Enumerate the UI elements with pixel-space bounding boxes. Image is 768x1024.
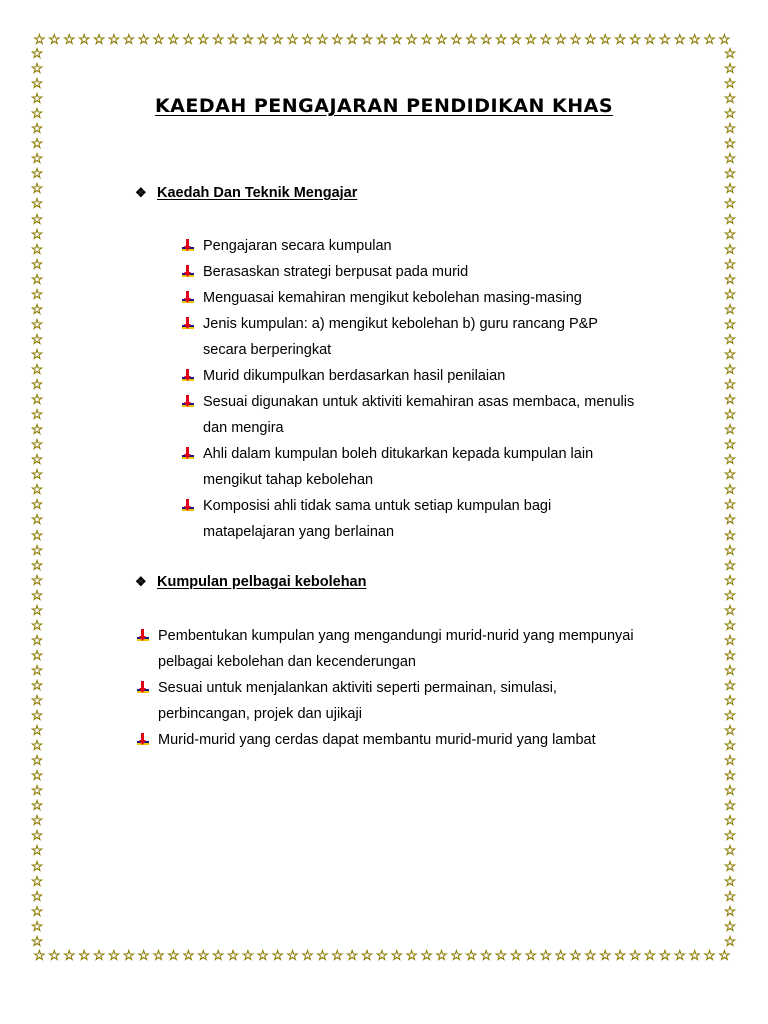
- star-icon: ☆: [723, 917, 737, 934]
- star-icon: ☆: [330, 947, 344, 963]
- star-icon: ☆: [33, 947, 46, 963]
- star-icon: ☆: [30, 722, 44, 739]
- star-icon: ☆: [723, 421, 737, 438]
- star-icon: ☆: [420, 31, 433, 47]
- star-icon: ☆: [30, 345, 44, 362]
- star-icon: ☆: [723, 571, 737, 588]
- star-icon: ☆: [30, 120, 44, 137]
- star-icon: ☆: [494, 31, 508, 47]
- star-icon: ☆: [628, 31, 642, 47]
- star-icon: ☆: [390, 31, 404, 47]
- star-icon: ☆: [30, 195, 44, 212]
- star-icon: ☆: [301, 31, 314, 47]
- star-icon: ☆: [524, 31, 538, 47]
- star-icon: ☆: [723, 887, 737, 904]
- star-icon: ☆: [345, 31, 359, 47]
- star-icon: ☆: [30, 857, 44, 874]
- list-item: [136, 623, 634, 675]
- star-icon: ☆: [286, 31, 299, 47]
- arrow-down-icon: [136, 675, 158, 727]
- star-icon: ☆: [316, 947, 329, 963]
- list-item-line: perbincangan, projek dan ujikaji: [158, 706, 362, 722]
- list-item-line: Murid-murid yang cerdas dapat membantu murid-murid yang lambat: [158, 732, 596, 748]
- arrow-down-icon: [181, 259, 203, 285]
- star-icon: ☆: [30, 661, 44, 678]
- star-icon: ☆: [122, 947, 136, 963]
- arrow-down-icon: [181, 389, 203, 441]
- star-icon: ☆: [723, 511, 737, 528]
- star-icon: ☆: [167, 947, 180, 963]
- star-icon: ☆: [182, 947, 195, 963]
- list-item: [181, 285, 582, 311]
- star-icon: ☆: [643, 31, 657, 47]
- list-item: [136, 727, 596, 753]
- star-icon: ☆: [30, 285, 44, 302]
- star-icon: ☆: [30, 210, 44, 227]
- star-icon: ☆: [286, 947, 299, 963]
- star-icon: ☆: [30, 797, 44, 814]
- star-icon: ☆: [62, 31, 76, 47]
- list-item-line: Sesuai untuk menjalankan aktiviti seperti permainan, simulasi,: [158, 680, 557, 696]
- star-icon: ☆: [723, 330, 737, 347]
- star-icon: ☆: [723, 150, 737, 167]
- star-icon: ☆: [30, 601, 44, 618]
- list-item-line: Berasaskan strategi berpusat pada murid: [203, 264, 469, 280]
- star-icon: ☆: [211, 947, 225, 963]
- star-icon: ☆: [723, 932, 737, 949]
- arrow-down-icon: [181, 311, 203, 363]
- star-icon: ☆: [688, 947, 701, 963]
- star-icon: ☆: [464, 31, 478, 47]
- star-icon: ☆: [723, 827, 737, 844]
- star-icon: ☆: [167, 31, 180, 47]
- star-icon: ☆: [723, 616, 737, 633]
- star-icon: ☆: [599, 31, 612, 47]
- star-icon: ☆: [30, 436, 44, 453]
- star-icon: ☆: [360, 947, 374, 963]
- star-icon: ☆: [30, 526, 44, 543]
- star-icon: ☆: [723, 752, 737, 769]
- star-icon: ☆: [703, 947, 716, 963]
- star-icon: ☆: [673, 947, 687, 963]
- star-icon: ☆: [554, 947, 567, 963]
- star-icon: ☆: [723, 842, 737, 859]
- star-icon: ☆: [405, 31, 418, 47]
- star-icon: ☆: [30, 827, 44, 844]
- star-icon: ☆: [30, 541, 44, 558]
- star-icon: ☆: [723, 75, 737, 92]
- star-icon: ☆: [30, 165, 44, 182]
- star-icon: ☆: [30, 240, 44, 257]
- star-icon: ☆: [92, 31, 106, 47]
- star-icon: ☆: [30, 180, 44, 197]
- star-icon: ☆: [375, 31, 389, 47]
- star-icon: ☆: [584, 31, 597, 47]
- list-item-line: Pembentukan kumpulan yang mengandungi murid-nurid yang mempunyai: [158, 628, 634, 644]
- star-icon: ☆: [256, 31, 270, 47]
- star-icon: ☆: [30, 737, 44, 754]
- list-item: [181, 363, 505, 389]
- arrow-down-icon: [181, 285, 203, 311]
- star-icon: ☆: [30, 782, 44, 799]
- star-icon: ☆: [30, 360, 44, 377]
- star-icon: ☆: [30, 451, 44, 468]
- star-icon: ☆: [723, 872, 737, 889]
- star-icon: ☆: [30, 466, 44, 483]
- star-icon: ☆: [30, 692, 44, 709]
- star-icon: ☆: [122, 31, 136, 47]
- star-icon: ☆: [703, 31, 716, 47]
- star-icon: ☆: [137, 31, 150, 47]
- star-icon: ☆: [30, 105, 44, 122]
- list-item-line: Komposisi ahli tidak sama untuk setiap kumpulan bagi: [203, 498, 552, 514]
- star-icon: ☆: [658, 31, 672, 47]
- star-icon: ☆: [723, 165, 737, 182]
- arrow-down-icon: [181, 233, 203, 259]
- arrow-down-icon: [181, 493, 203, 545]
- star-icon: ☆: [723, 707, 737, 724]
- star-icon: ☆: [62, 947, 76, 963]
- star-icon: ☆: [30, 571, 44, 588]
- star-icon: ☆: [509, 947, 523, 963]
- star-icon: ☆: [271, 947, 284, 963]
- list-item-line: dan mengira: [203, 420, 284, 436]
- star-icon: ☆: [30, 45, 44, 61]
- star-icon: ☆: [30, 496, 44, 513]
- star-icon: ☆: [613, 947, 627, 963]
- star-icon: ☆: [723, 737, 737, 754]
- star-icon: ☆: [30, 631, 44, 648]
- star-icon: ☆: [723, 225, 737, 242]
- star-icon: ☆: [723, 797, 737, 814]
- star-icon: ☆: [30, 391, 44, 408]
- star-icon: ☆: [196, 947, 210, 963]
- arrow-down-icon: [136, 727, 158, 753]
- star-icon: ☆: [182, 31, 195, 47]
- list-item-line: mengikut tahap kebolehan: [203, 472, 374, 488]
- star-icon: ☆: [494, 947, 508, 963]
- star-icon: ☆: [718, 947, 731, 963]
- star-icon: ☆: [723, 180, 737, 197]
- star-icon: ☆: [33, 31, 46, 47]
- star-icon: ☆: [723, 105, 737, 122]
- star-icon: ☆: [628, 947, 642, 963]
- star-icon: ☆: [211, 31, 225, 47]
- star-icon: ☆: [569, 947, 582, 963]
- star-icon: ☆: [390, 947, 404, 963]
- star-icon: ☆: [375, 947, 389, 963]
- star-icon: ☆: [30, 932, 44, 949]
- list-item-line: Jenis kumpulan: a) mengikut kebolehan b) guru rancang P&P: [203, 316, 598, 332]
- arrow-down-icon: [136, 623, 158, 675]
- star-icon: ☆: [30, 556, 44, 573]
- star-icon: ☆: [723, 135, 737, 152]
- star-icon: ☆: [30, 812, 44, 829]
- star-icon: ☆: [723, 541, 737, 558]
- star-icon: ☆: [723, 406, 737, 423]
- star-icon: ☆: [30, 75, 44, 92]
- star-icon: ☆: [723, 496, 737, 513]
- star-icon: ☆: [723, 270, 737, 287]
- star-icon: ☆: [30, 586, 44, 603]
- list-item-line: Murid dikumpulkan berdasarkan hasil penilaian: [203, 368, 506, 384]
- star-icon: ☆: [30, 481, 44, 498]
- star-icon: ☆: [30, 90, 44, 107]
- star-icon: ☆: [643, 947, 657, 963]
- star-icon: ☆: [723, 120, 737, 137]
- star-icon: ☆: [569, 31, 582, 47]
- star-border-bottom: [32, 948, 732, 962]
- star-icon: ☆: [723, 376, 737, 393]
- list-item-line: Ahli dalam kumpulan boleh ditukarkan kepada kumpulan lain: [203, 446, 594, 462]
- star-icon: ☆: [30, 707, 44, 724]
- arrow-down-icon: [181, 441, 203, 493]
- star-icon: ☆: [723, 857, 737, 874]
- star-icon: ☆: [723, 391, 737, 408]
- star-icon: ☆: [30, 676, 44, 693]
- star-icon: ☆: [723, 601, 737, 618]
- star-icon: ☆: [30, 767, 44, 784]
- star-icon: ☆: [30, 225, 44, 242]
- star-icon: ☆: [464, 947, 478, 963]
- star-icon: ☆: [509, 31, 523, 47]
- star-icon: ☆: [30, 330, 44, 347]
- star-icon: ☆: [599, 947, 612, 963]
- star-icon: ☆: [723, 345, 737, 362]
- star-icon: ☆: [479, 947, 493, 963]
- star-icon: ☆: [30, 887, 44, 904]
- star-icon: ☆: [420, 947, 433, 963]
- list-item: [181, 493, 551, 545]
- star-icon: ☆: [226, 947, 240, 963]
- star-icon: ☆: [152, 947, 165, 963]
- star-icon: ☆: [723, 300, 737, 317]
- list-item-line: Menguasai kemahiran mengikut kebolehan masing-masing: [203, 290, 582, 306]
- list-item: [181, 259, 468, 285]
- star-icon: ☆: [196, 31, 210, 47]
- star-icon: ☆: [723, 722, 737, 739]
- star-icon: ☆: [92, 947, 106, 963]
- star-border-right: [723, 46, 737, 949]
- star-icon: ☆: [723, 692, 737, 709]
- arrow-down-icon: [181, 363, 203, 389]
- star-icon: ☆: [107, 947, 121, 963]
- star-icon: ☆: [30, 300, 44, 317]
- star-icon: ☆: [723, 255, 737, 272]
- star-icon: ☆: [450, 31, 463, 47]
- star-icon: ☆: [360, 31, 374, 47]
- star-icon: ☆: [723, 556, 737, 573]
- star-icon: ☆: [30, 872, 44, 889]
- star-icon: ☆: [30, 902, 44, 919]
- list-item-line: Pengajaran secara kumpulan: [203, 238, 392, 254]
- star-icon: ☆: [30, 752, 44, 769]
- list-item: [181, 441, 593, 493]
- star-icon: ☆: [256, 947, 270, 963]
- star-icon: ☆: [241, 947, 255, 963]
- star-icon: ☆: [539, 947, 552, 963]
- star-icon: ☆: [723, 676, 737, 693]
- star-icon: ☆: [688, 31, 701, 47]
- star-icon: ☆: [345, 947, 359, 963]
- star-icon: ☆: [30, 376, 44, 393]
- list-item-line: Sesuai digunakan untuk aktiviti kemahiran asas membaca, menulis: [203, 394, 635, 410]
- star-icon: ☆: [723, 90, 737, 107]
- star-icon: ☆: [723, 782, 737, 799]
- star-icon: ☆: [77, 947, 91, 963]
- star-icon: ☆: [30, 135, 44, 152]
- star-icon: ☆: [405, 947, 418, 963]
- star-icon: ☆: [30, 616, 44, 633]
- star-icon: ☆: [330, 31, 344, 47]
- star-icon: ☆: [539, 31, 552, 47]
- list-item: [181, 311, 598, 363]
- star-icon: ☆: [613, 31, 627, 47]
- star-icon: ☆: [718, 31, 731, 47]
- star-icon: ☆: [723, 812, 737, 829]
- list-item: [181, 389, 634, 441]
- star-icon: ☆: [723, 360, 737, 377]
- star-icon: ☆: [723, 466, 737, 483]
- star-icon: ☆: [584, 947, 597, 963]
- star-icon: ☆: [30, 646, 44, 663]
- star-icon: ☆: [723, 526, 737, 543]
- star-icon: ☆: [137, 947, 150, 963]
- star-icon: ☆: [30, 406, 44, 423]
- star-icon: ☆: [152, 31, 165, 47]
- list-item: [181, 233, 392, 259]
- diamond-icon: ❖: [135, 574, 147, 589]
- section-heading-text: Kumpulan pelbagai kebolehan: [157, 574, 367, 590]
- star-icon: ☆: [241, 31, 255, 47]
- star-icon: ☆: [554, 31, 567, 47]
- star-icon: ☆: [30, 421, 44, 438]
- list-item-line: secara berperingkat: [203, 342, 332, 358]
- star-icon: ☆: [723, 285, 737, 302]
- star-border-left: [30, 46, 44, 949]
- star-icon: ☆: [723, 586, 737, 603]
- star-icon: ☆: [723, 240, 737, 257]
- star-icon: ☆: [30, 270, 44, 287]
- star-icon: ☆: [30, 315, 44, 332]
- star-icon: ☆: [107, 31, 121, 47]
- star-icon: ☆: [723, 436, 737, 453]
- star-icon: ☆: [723, 451, 737, 468]
- star-icon: ☆: [723, 60, 737, 77]
- list-item: [136, 675, 557, 727]
- star-icon: ☆: [301, 947, 314, 963]
- star-icon: ☆: [723, 646, 737, 663]
- star-icon: ☆: [271, 31, 284, 47]
- star-icon: ☆: [48, 947, 61, 963]
- star-icon: ☆: [723, 195, 737, 212]
- star-icon: ☆: [723, 631, 737, 648]
- list-item-line: pelbagai kebolehan dan kecenderungan: [158, 654, 416, 670]
- star-icon: ☆: [48, 31, 61, 47]
- star-icon: ☆: [723, 315, 737, 332]
- star-icon: ☆: [30, 60, 44, 77]
- star-icon: ☆: [658, 947, 672, 963]
- star-icon: ☆: [723, 902, 737, 919]
- star-icon: ☆: [450, 947, 463, 963]
- star-icon: ☆: [435, 31, 448, 47]
- section-heading-text: Kaedah Dan Teknik Mengajar: [157, 185, 358, 201]
- star-icon: ☆: [723, 767, 737, 784]
- star-icon: ☆: [77, 31, 91, 47]
- star-border-top: [32, 32, 732, 46]
- star-icon: ☆: [316, 31, 329, 47]
- page-title: KAEDAH PENGAJARAN PENDIDIKAN KHAS: [154, 95, 614, 117]
- star-icon: ☆: [226, 31, 240, 47]
- star-icon: ☆: [30, 917, 44, 934]
- section-heading: [135, 185, 357, 201]
- star-icon: ☆: [723, 481, 737, 498]
- star-icon: ☆: [30, 511, 44, 528]
- section-heading: [135, 574, 366, 590]
- diamond-icon: ❖: [135, 185, 147, 200]
- list-item-line: matapelajaran yang berlainan: [203, 524, 395, 540]
- star-icon: ☆: [435, 947, 448, 963]
- star-icon: ☆: [479, 31, 493, 47]
- star-icon: ☆: [30, 150, 44, 167]
- star-icon: ☆: [723, 661, 737, 678]
- star-icon: ☆: [30, 842, 44, 859]
- star-icon: ☆: [723, 210, 737, 227]
- star-icon: ☆: [524, 947, 538, 963]
- star-icon: ☆: [723, 45, 737, 61]
- star-icon: ☆: [30, 255, 44, 272]
- star-icon: ☆: [673, 31, 687, 47]
